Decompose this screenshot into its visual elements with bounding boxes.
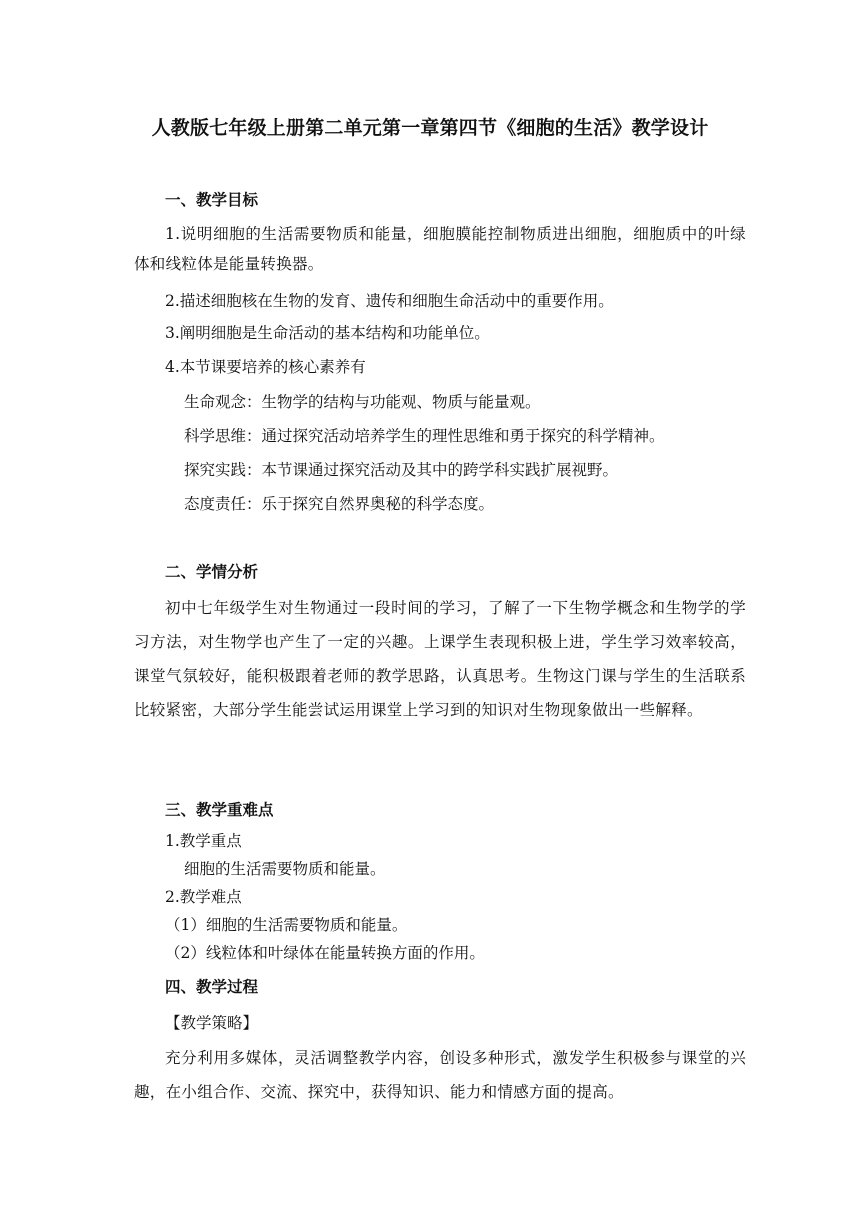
key-point-text: 细胞的生活需要物质和能量。: [184, 860, 386, 878]
section-heading-learner-analysis: 二、学情分析: [165, 563, 259, 581]
difficult-point-label: 2.教学难点: [165, 888, 242, 906]
literacy-item-inquiry-practice: 探究实践：本节课通过探究活动及其中的跨学科实践扩展视野。: [184, 461, 619, 479]
section-heading-teaching-process: 四、教学过程: [165, 978, 259, 996]
section-heading-objectives: 一、教学目标: [165, 191, 259, 209]
difficult-point-item-2: （2）线粒体和叶绿体在能量转换方面的作用。: [165, 944, 485, 962]
literacy-item-scientific-thinking: 科学思维：通过探究活动培养学生的理性思维和勇于探究的科学精神。: [184, 427, 665, 445]
objective-item-3: 3.阐明细胞是生命活动的基本结构和功能单位。: [165, 324, 490, 342]
document-title: 人教版七年级上册第二单元第一章第四节《细胞的生活》教学设计: [151, 117, 709, 139]
difficult-point-item-1: （1）细胞的生活需要物质和能量。: [165, 916, 408, 934]
section-heading-key-difficult-points: 三、教学重难点: [165, 801, 274, 819]
literacy-item-life-concept: 生命观念：生物学的结构与功能观、物质与能量观。: [184, 393, 541, 411]
objective-item-4: 4.本节课要培养的核心素养有: [165, 358, 366, 376]
objective-item-1: 1.说明细胞的生活需要物质和能量，细胞膜能控制物质进出细胞，细胞质中的叶绿体和线粒体是能量转换器。: [134, 225, 746, 273]
objective-item-2: 2.描述细胞核在生物的发育、遗传和细胞生命活动中的重要作用。: [165, 292, 614, 310]
strategy-paragraph: 充分利用多媒体，灵活调整教学内容，创设多种形式，激发学生积极参与课堂的兴趣，在小组合作、交流、探究中，获得知识、能力和情感方面的提高。: [134, 1049, 746, 1101]
strategy-label: 【教学策略】: [165, 1014, 259, 1032]
literacy-item-attitude: 态度责任：乐于探究自然界奥秘的科学态度。: [184, 495, 495, 513]
learner-analysis-paragraph: 初中七年级学生对生物通过一段时间的学习，了解了一下生物学概念和生物学的学习方法，对生物学也产生了一定的兴趣。上课学生表现积极上进，学生学习效率较高，课堂气氛较好，能积极跟着老师的教学思路，认真思考。生物这门课与学生的生活联系比较紧密，大部分学生能尝试运用课堂上学习到的知识对生物现象做出一些解释。: [134, 599, 746, 719]
key-point-label: 1.教学重点: [165, 832, 242, 850]
